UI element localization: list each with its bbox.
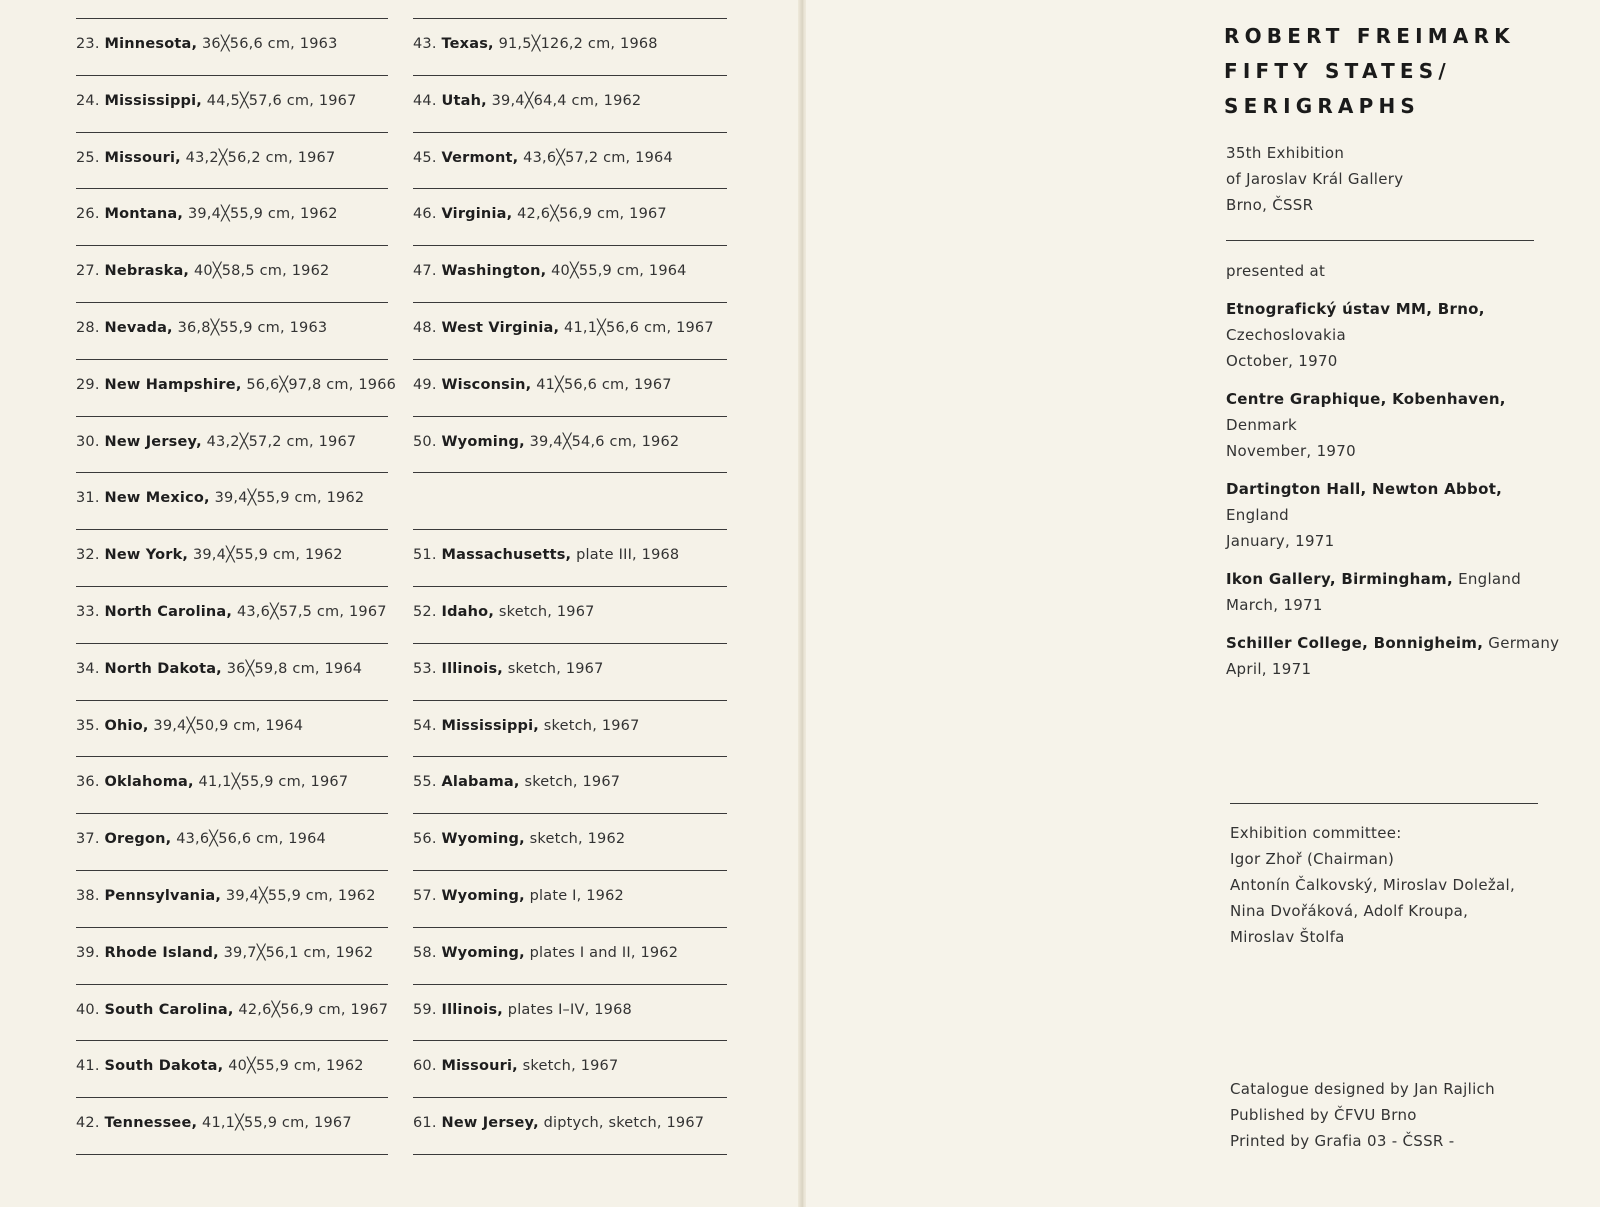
catalogue-entry [76, 263, 329, 279]
entry-number: 39. [76, 945, 100, 961]
entry-number: 31. [76, 490, 100, 506]
venue-2-line-2: November, 1970 [1226, 442, 1356, 460]
row-divider [76, 416, 388, 417]
entry-details: sketch, 1967 [524, 774, 621, 790]
catalogue-entry [76, 831, 326, 847]
row-divider [413, 18, 727, 19]
row-divider [413, 927, 727, 928]
row-divider [76, 700, 388, 701]
entry-number: 54. [413, 718, 437, 734]
entry-title: Washington, [441, 263, 547, 279]
venue-1-line-2: October, 1970 [1226, 352, 1338, 370]
catalogue-entry [76, 434, 356, 450]
row-divider [413, 302, 727, 303]
venue-4-bold: Ikon Gallery, Birmingham, [1226, 570, 1453, 588]
venue-4-line-1: March, 1971 [1226, 596, 1323, 614]
entry-number: 44. [413, 93, 437, 109]
entry-title: Wyoming, [441, 434, 525, 450]
subtitle-line-1: 35th Exhibition [1226, 144, 1345, 162]
presented-at-label: presented at [1226, 262, 1326, 280]
entry-details: diptych, sketch, 1967 [543, 1115, 705, 1131]
row-divider [76, 132, 388, 133]
entry-details: 40╳55,9 cm, 1964 [551, 263, 687, 279]
row-divider [76, 927, 388, 928]
entry-number: 28. [76, 320, 100, 336]
credits-line-3: Printed by Grafia 03 - ČSSR - [1230, 1132, 1455, 1150]
catalogue-entry [76, 150, 335, 166]
row-divider [413, 813, 727, 814]
entry-title: South Carolina, [104, 1002, 234, 1018]
catalogue-entry [413, 1115, 704, 1131]
entry-title: Pennsylvania, [104, 888, 222, 904]
entry-details: 43,2╳57,2 cm, 1967 [206, 434, 357, 450]
entry-title: North Dakota, [104, 661, 222, 677]
entry-details: plates I–IV, 1968 [507, 1002, 632, 1018]
catalogue-entry [76, 888, 376, 904]
entry-number: 48. [413, 320, 437, 336]
catalogue-entry [413, 320, 714, 336]
row-divider [76, 75, 388, 76]
entry-details: 43,6╳57,2 cm, 1964 [523, 150, 673, 166]
entry-number: 47. [413, 263, 437, 279]
entry-title: West Virginia, [441, 320, 560, 336]
entry-title: Tennessee, [104, 1115, 198, 1131]
entry-title: Vermont, [441, 150, 519, 166]
entry-details: 39,4╳54,6 cm, 1962 [529, 434, 680, 450]
entry-number: 37. [76, 831, 100, 847]
venue-2-bold: Centre Graphique, Kobenhaven, [1226, 390, 1506, 408]
row-divider [76, 18, 388, 19]
entry-title: Minnesota, [104, 36, 198, 52]
committee-line-1: Igor Zhoř (Chairman) [1230, 850, 1395, 868]
venue-1-line-1: Czechoslovakia [1226, 326, 1346, 344]
entry-details: 40╳55,9 cm, 1962 [228, 1058, 364, 1074]
row-divider [413, 188, 727, 189]
entry-title: Wisconsin, [441, 377, 532, 393]
entry-number: 40. [76, 1002, 100, 1018]
entry-number: 42. [76, 1115, 100, 1131]
venue-2-line-1: Denmark [1226, 416, 1298, 434]
catalogue-entry [413, 263, 687, 279]
row-divider [76, 870, 388, 871]
entry-details: 44,5╳57,6 cm, 1967 [206, 93, 357, 109]
entry-details: 36╳59,8 cm, 1964 [226, 661, 363, 677]
entry-details: 39,4╳55,9 cm, 1962 [187, 206, 338, 222]
title-line-3: SERIGRAPHS [1224, 94, 1421, 118]
entry-title: Virginia, [441, 206, 513, 222]
entry-details: 39,4╳55,9 cm, 1962 [214, 490, 365, 506]
entry-details: sketch, 1967 [543, 718, 640, 734]
entry-title: Missouri, [441, 1058, 518, 1074]
row-divider [76, 188, 388, 189]
row-divider [413, 756, 727, 757]
catalogue-entry [413, 547, 679, 563]
entry-details: 43,6╳56,6 cm, 1964 [176, 831, 326, 847]
row-divider [76, 529, 388, 530]
row-divider [76, 1040, 388, 1041]
entry-details: 36╳56,6 cm, 1963 [202, 36, 338, 52]
entry-number: 29. [76, 377, 100, 393]
entry-details: 40╳58,5 cm, 1962 [193, 263, 330, 279]
catalogue-entry [413, 945, 678, 961]
entry-details: plate III, 1968 [576, 547, 680, 563]
entry-title: Mississippi, [441, 718, 539, 734]
catalogue-entry [413, 93, 641, 109]
row-divider [413, 416, 727, 417]
entry-details: plates I and II, 1962 [529, 945, 679, 961]
entry-number: 33. [76, 604, 100, 620]
entry-title: Ohio, [104, 718, 149, 734]
catalogue-entry [413, 831, 625, 847]
entry-number: 43. [413, 36, 437, 52]
catalogue-entry [413, 774, 620, 790]
row-divider [413, 1040, 727, 1041]
committee-line-4: Miroslav Štolfa [1230, 928, 1345, 946]
entry-title: Massachusetts, [441, 547, 572, 563]
venue-5-bold: Schiller College, Bonnigheim, [1226, 634, 1484, 652]
catalogue-entry [413, 1058, 618, 1074]
entry-title: Texas, [441, 36, 494, 52]
row-divider [76, 302, 388, 303]
row-divider [76, 245, 388, 246]
entry-number: 36. [76, 774, 100, 790]
catalogue-entry [76, 1002, 388, 1018]
entry-number: 60. [413, 1058, 437, 1074]
venue-3-line-1: England [1226, 506, 1289, 524]
catalogue-entry [413, 661, 604, 677]
venue-1-name [1226, 300, 1485, 318]
catalogue-entry [413, 377, 672, 393]
right-page [806, 0, 1600, 1207]
entry-number: 51. [413, 547, 437, 563]
entry-title: Wyoming, [441, 945, 525, 961]
entry-details: sketch, 1967 [507, 661, 604, 677]
entry-details: 56,6╳97,8 cm, 1966 [246, 377, 397, 393]
catalogue-entry [76, 490, 364, 506]
entry-details: 42,6╳56,9 cm, 1967 [517, 206, 667, 222]
row-divider [413, 1097, 727, 1098]
entry-details: 39,4╳55,9 cm, 1962 [192, 547, 343, 563]
entry-details: 39,4╳64,4 cm, 1962 [491, 93, 642, 109]
catalogue-entry [76, 206, 338, 222]
entry-title: New York, [104, 547, 189, 563]
entry-details: 39,7╳56,1 cm, 1962 [223, 945, 374, 961]
catalogue-entry [413, 434, 679, 450]
entry-number: 34. [76, 661, 100, 677]
catalogue-entry [413, 36, 658, 52]
entry-number: 30. [76, 434, 100, 450]
entry-details: sketch, 1967 [498, 604, 595, 620]
row-divider [413, 132, 727, 133]
row-divider [76, 472, 388, 473]
row-divider [76, 1097, 388, 1098]
row-divider [413, 643, 727, 644]
entry-details: 41,1╳55,9 cm, 1967 [202, 1115, 352, 1131]
entry-details: 39,4╳55,9 cm, 1962 [225, 888, 376, 904]
entry-title: Montana, [104, 206, 184, 222]
entry-number: 24. [76, 93, 100, 109]
entry-number: 50. [413, 434, 437, 450]
entry-details: 91,5╳126,2 cm, 1968 [498, 36, 658, 52]
row-divider [413, 700, 727, 701]
row-divider [76, 359, 388, 360]
entry-title: Oregon, [104, 831, 172, 847]
entry-number: 52. [413, 604, 437, 620]
committee-heading: Exhibition committee: [1230, 824, 1402, 842]
catalogue-entry [413, 1002, 632, 1018]
entry-details: 43,2╳56,2 cm, 1967 [185, 150, 336, 166]
entry-number: 25. [76, 150, 100, 166]
row-divider [76, 1154, 388, 1155]
entry-title: Alabama, [441, 774, 520, 790]
subtitle-line-2: of Jaroslav Král Gallery [1226, 170, 1404, 188]
entry-title: Illinois, [441, 1002, 503, 1018]
divider-middle [1230, 803, 1538, 804]
entry-title: Utah, [441, 93, 487, 109]
subtitle-line-3: Brno, ČSSR [1226, 196, 1314, 214]
entry-details: 42,6╳56,9 cm, 1967 [238, 1002, 389, 1018]
row-divider [76, 756, 388, 757]
entry-title: Mississippi, [104, 93, 202, 109]
title-line-2: FIFTY STATES/ [1224, 59, 1451, 83]
entry-title: New Mexico, [104, 490, 210, 506]
entry-details: 43,6╳57,5 cm, 1967 [236, 604, 387, 620]
row-divider [413, 75, 727, 76]
catalogue-entry [76, 718, 303, 734]
catalogue-entry [76, 547, 343, 563]
credits-line-1: Catalogue designed by Jan Rajlich [1230, 1080, 1495, 1098]
entry-title: Nebraska, [104, 263, 190, 279]
entry-number: 59. [413, 1002, 437, 1018]
catalogue-entry [76, 774, 348, 790]
entry-details: plate I, 1962 [529, 888, 624, 904]
divider-top [1226, 240, 1534, 241]
entry-number: 26. [76, 206, 100, 222]
entry-details: 41,1╳55,9 cm, 1967 [198, 774, 349, 790]
row-divider [76, 813, 388, 814]
entry-number: 61. [413, 1115, 437, 1131]
row-divider [76, 984, 388, 985]
entry-details: 36,8╳55,9 cm, 1963 [177, 320, 328, 336]
row-divider [76, 643, 388, 644]
entry-title: Wyoming, [441, 831, 525, 847]
catalogue-entry [76, 1058, 364, 1074]
entry-number: 57. [413, 888, 437, 904]
catalogue-entry [76, 93, 357, 109]
catalogue-entry [413, 150, 673, 166]
catalogue-entry [76, 320, 327, 336]
row-divider [413, 245, 727, 246]
entry-details: sketch, 1962 [529, 831, 626, 847]
venue-4-name [1226, 570, 1521, 588]
entry-number: 53. [413, 661, 437, 677]
entry-title: Wyoming, [441, 888, 525, 904]
row-divider [413, 472, 727, 473]
catalogue-entry [413, 888, 624, 904]
entry-title: New Hampshire, [104, 377, 242, 393]
venue-5-name [1226, 634, 1559, 652]
committee-line-3: Nina Dvořáková, Adolf Kroupa, [1230, 902, 1469, 920]
venue-5-line-1: April, 1971 [1226, 660, 1312, 678]
entry-number: 45. [413, 150, 437, 166]
entry-title: New Jersey, [104, 434, 202, 450]
catalogue-entry [413, 718, 640, 734]
entry-details: sketch, 1967 [522, 1058, 619, 1074]
venue-5-place: Germany [1488, 634, 1560, 652]
entry-number: 41. [76, 1058, 100, 1074]
entry-details: 39,4╳50,9 cm, 1964 [153, 718, 304, 734]
row-divider [413, 870, 727, 871]
catalogue-entry [76, 604, 387, 620]
entry-number: 56. [413, 831, 437, 847]
venue-4-place: England [1458, 570, 1522, 588]
entry-title: Missouri, [104, 150, 181, 166]
row-divider [76, 586, 388, 587]
row-divider [413, 984, 727, 985]
committee-line-2: Antonín Čalkovský, Miroslav Doležal, [1230, 876, 1516, 894]
venue-2-name [1226, 390, 1506, 408]
entry-title: Nevada, [104, 320, 173, 336]
entry-title: Oklahoma, [104, 774, 194, 790]
entry-title: South Dakota, [104, 1058, 224, 1074]
venue-1-bold: Etnografický ústav MM, Brno, [1226, 300, 1485, 318]
catalogue-entry [76, 36, 338, 52]
entry-number: 38. [76, 888, 100, 904]
catalogue-entry [76, 377, 396, 393]
entry-number: 32. [76, 547, 100, 563]
entry-number: 27. [76, 263, 100, 279]
venue-3-name [1226, 480, 1502, 498]
venue-3-line-2: January, 1971 [1226, 532, 1335, 550]
row-divider [413, 529, 727, 530]
entry-number: 46. [413, 206, 437, 222]
catalogue-entry [413, 604, 595, 620]
entry-title: Rhode Island, [104, 945, 219, 961]
entry-number: 55. [413, 774, 437, 790]
title-line-1: ROBERT FREIMARK [1224, 24, 1515, 48]
row-divider [413, 586, 727, 587]
entry-number: 35. [76, 718, 100, 734]
entry-details: 41,1╳56,6 cm, 1967 [564, 320, 714, 336]
credits-line-2: Published by ČFVU Brno [1230, 1106, 1417, 1124]
entry-title: Idaho, [441, 604, 495, 620]
row-divider [413, 359, 727, 360]
entry-number: 23. [76, 36, 100, 52]
venue-3-bold: Dartington Hall, Newton Abbot, [1226, 480, 1503, 498]
entry-details: 41╳56,6 cm, 1967 [536, 377, 672, 393]
entry-number: 58. [413, 945, 437, 961]
entry-title: Illinois, [441, 661, 503, 677]
catalogue-entry [76, 661, 362, 677]
entry-title: New Jersey, [441, 1115, 539, 1131]
catalogue-entry [76, 1115, 352, 1131]
catalogue-entry [413, 206, 667, 222]
row-divider [413, 1154, 727, 1155]
catalogue-entry [76, 945, 373, 961]
entry-number: 49. [413, 377, 437, 393]
entry-title: North Carolina, [104, 604, 233, 620]
